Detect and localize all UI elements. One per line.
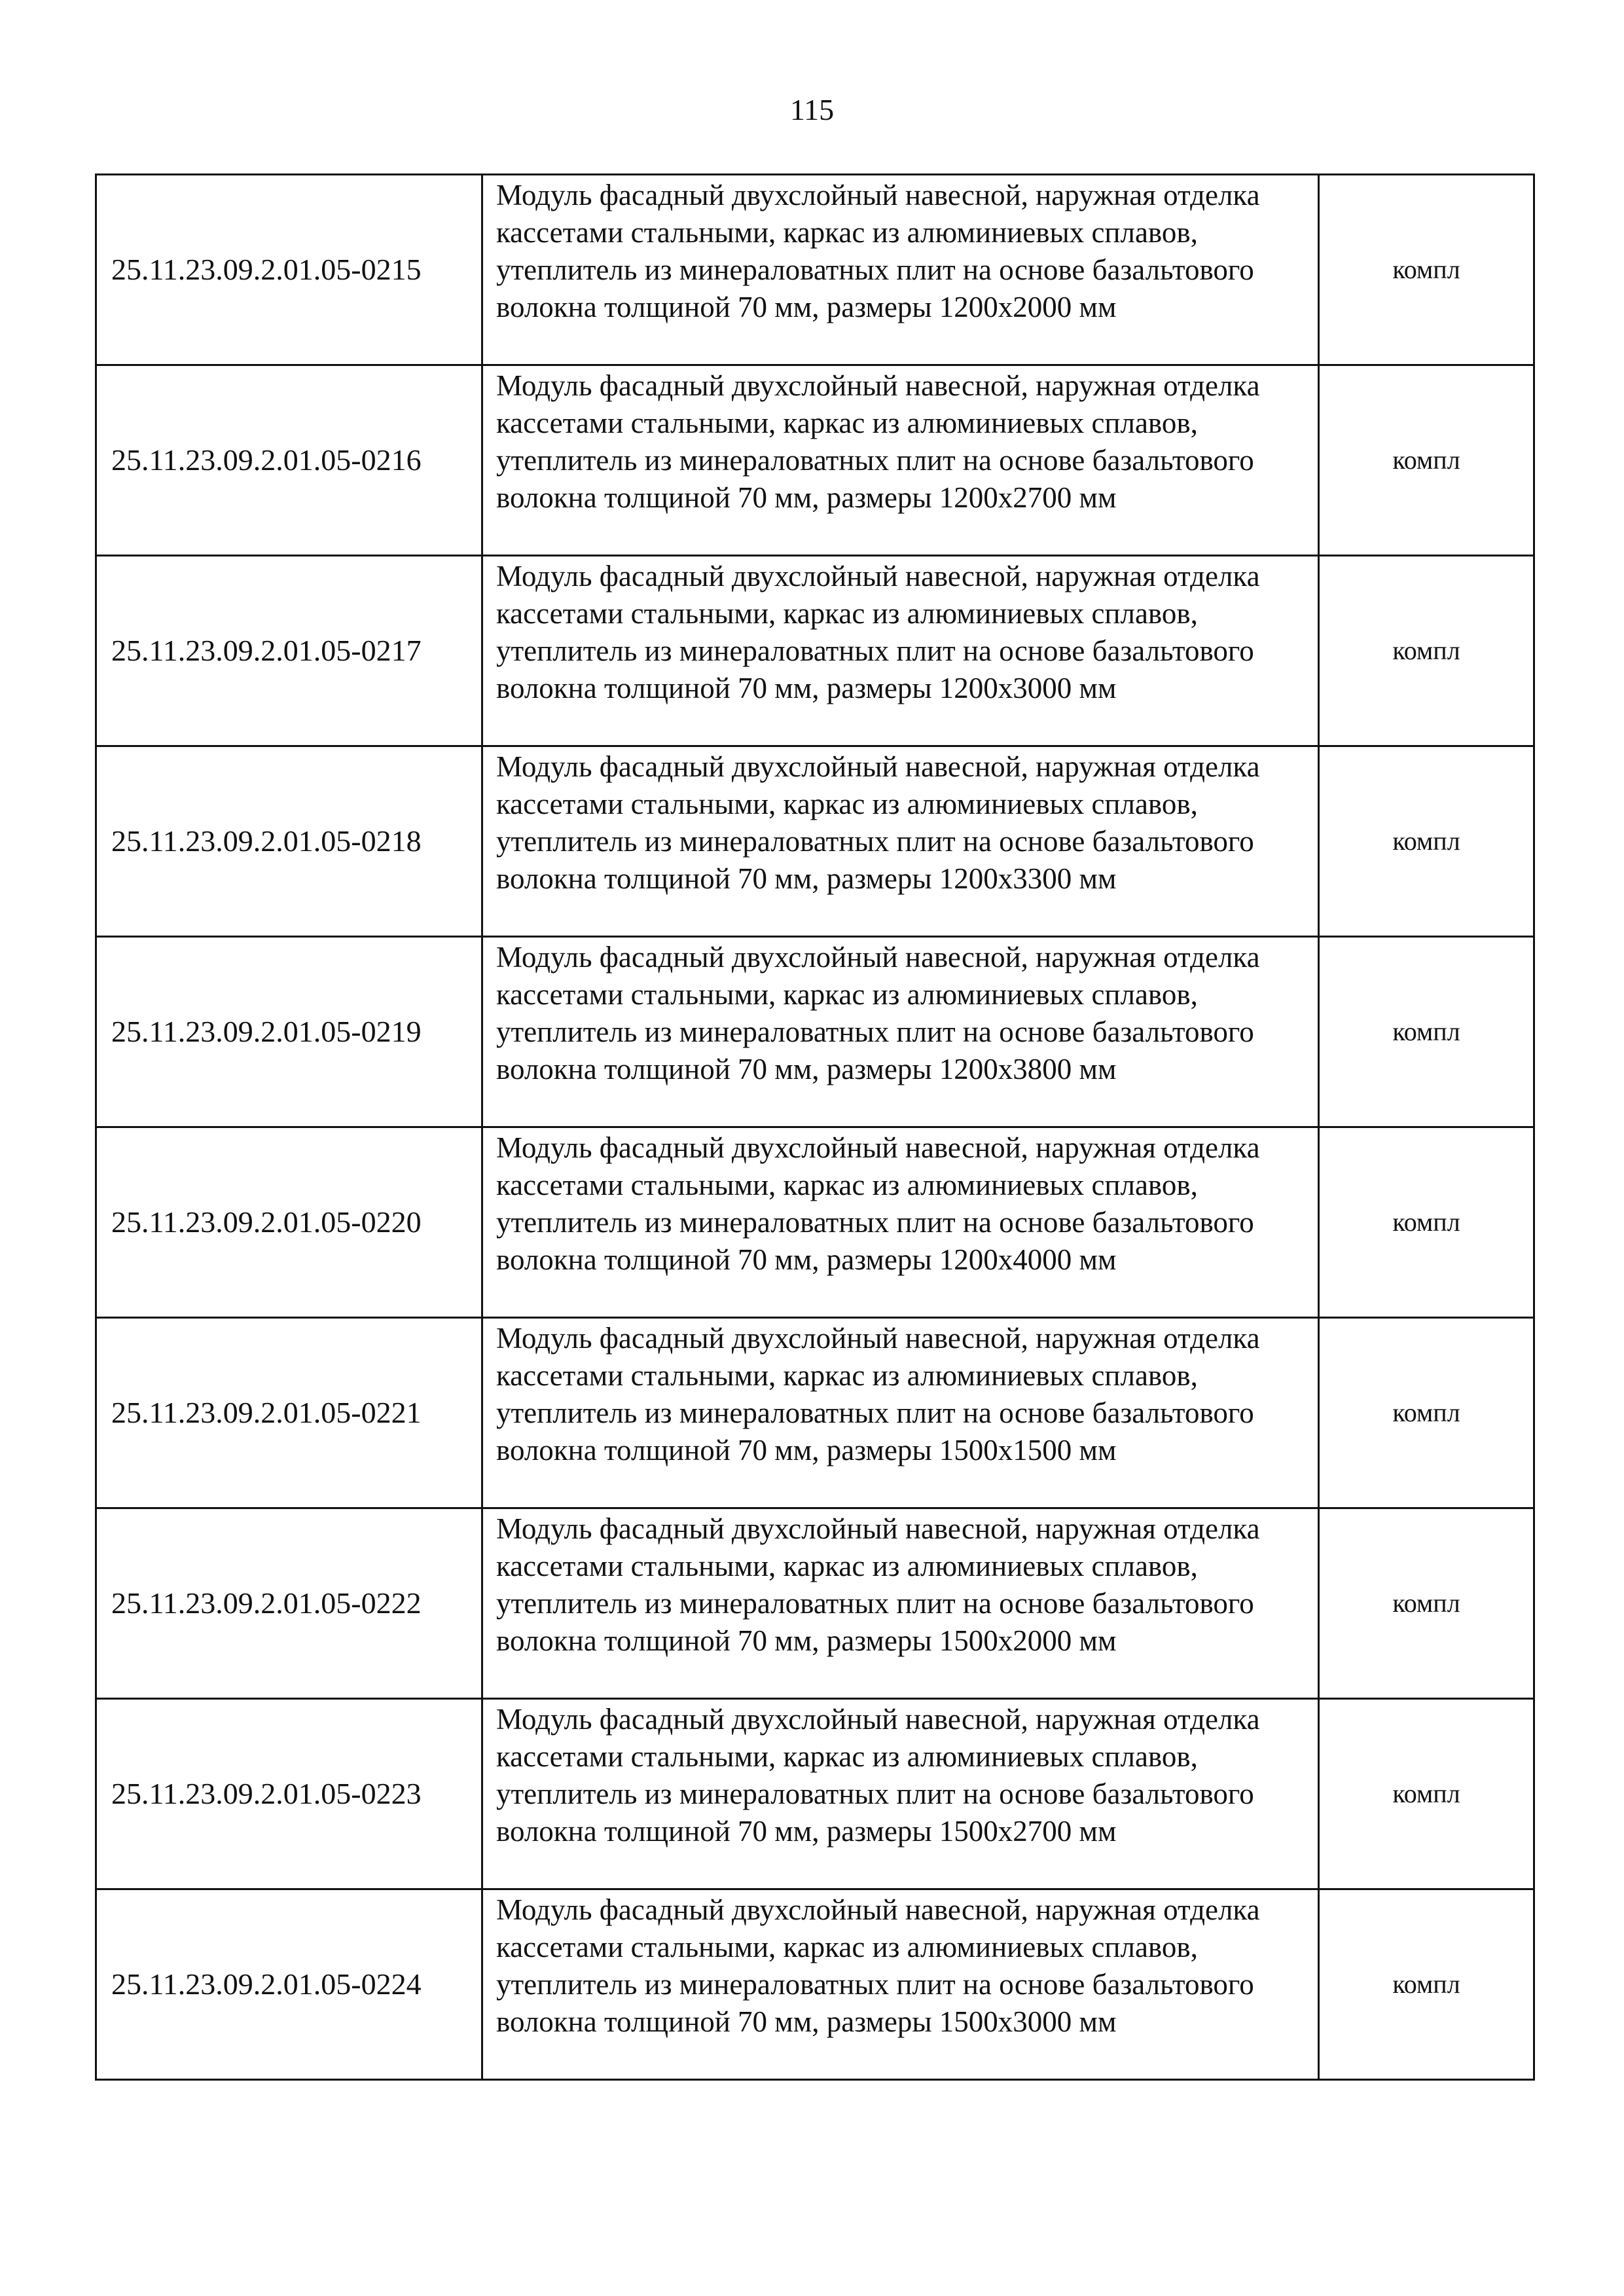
resource-code: 25.11.23.09.2.01.05-0215 bbox=[96, 175, 482, 365]
resource-code: 25.11.23.09.2.01.05-0219 bbox=[96, 937, 482, 1127]
resource-unit: компл bbox=[1319, 1318, 1534, 1508]
resource-table bbox=[95, 173, 1535, 2081]
resource-code: 25.11.23.09.2.01.05-0217 bbox=[96, 556, 482, 746]
resource-code: 25.11.23.09.2.01.05-0224 bbox=[96, 1889, 482, 2080]
resource-unit: компл bbox=[1319, 937, 1534, 1127]
resource-code: 25.11.23.09.2.01.05-0218 bbox=[96, 746, 482, 937]
resource-description: Модуль фасадный двухслойный навесной, наружная отделка кассетами стальными, каркас из алюминиевых сплавов, утеплитель из минераловатных плит на основе базальтового волокна толщиной 70 мм, размеры 1500х2000 мм bbox=[482, 1508, 1319, 1699]
table-row bbox=[96, 937, 1534, 1127]
table-row bbox=[96, 365, 1534, 556]
resource-description: Модуль фасадный двухслойный навесной, наружная отделка кассетами стальными, каркас из алюминиевых сплавов, утеплитель из минераловатных плит на основе базальтового волокна толщиной 70 мм, размеры 1200х3000 мм bbox=[482, 556, 1319, 746]
resource-unit: компл bbox=[1319, 1508, 1534, 1699]
resource-code: 25.11.23.09.2.01.05-0220 bbox=[96, 1127, 482, 1318]
resource-description: Модуль фасадный двухслойный навесной, наружная отделка кассетами стальными, каркас из алюминиевых сплавов, утеплитель из минераловатных плит на основе базальтового волокна толщиной 70 мм, размеры 1200х4000 мм bbox=[482, 1127, 1319, 1318]
resource-description: Модуль фасадный двухслойный навесной, наружная отделка кассетами стальными, каркас из алюминиевых сплавов, утеплитель из минераловатных плит на основе базальтового волокна толщиной 70 мм, размеры 1500х3000 мм bbox=[482, 1889, 1319, 2080]
resource-description: Модуль фасадный двухслойный навесной, наружная отделка кассетами стальными, каркас из алюминиевых сплавов, утеплитель из минераловатных плит на основе базальтового волокна толщиной 70 мм, размеры 1200х3800 мм bbox=[482, 937, 1319, 1127]
resource-description: Модуль фасадный двухслойный навесной, наружная отделка кассетами стальными, каркас из алюминиевых сплавов, утеплитель из минераловатных плит на основе базальтового волокна толщиной 70 мм, размеры 1200х2700 мм bbox=[482, 365, 1319, 556]
resource-description: Модуль фасадный двухслойный навесной, наружная отделка кассетами стальными, каркас из алюминиевых сплавов, утеплитель из минераловатных плит на основе базальтового волокна толщиной 70 мм, размеры 1500х1500 мм bbox=[482, 1318, 1319, 1508]
table-row bbox=[96, 175, 1534, 365]
resource-unit: компл bbox=[1319, 175, 1534, 365]
table-row bbox=[96, 1127, 1534, 1318]
resource-description: Модуль фасадный двухслойный навесной, наружная отделка кассетами стальными, каркас из алюминиевых сплавов, утеплитель из минераловатных плит на основе базальтового волокна толщиной 70 мм, размеры 1500х2700 мм bbox=[482, 1699, 1319, 1889]
resource-unit: компл bbox=[1319, 365, 1534, 556]
resource-description: Модуль фасадный двухслойный навесной, наружная отделка кассетами стальными, каркас из алюминиевых сплавов, утеплитель из минераловатных плит на основе базальтового волокна толщиной 70 мм, размеры 1200х2000 мм bbox=[482, 175, 1319, 365]
table-row bbox=[96, 1889, 1534, 2080]
resource-code: 25.11.23.09.2.01.05-0223 bbox=[96, 1699, 482, 1889]
table-row bbox=[96, 1699, 1534, 1889]
page-number: 115 bbox=[789, 93, 835, 126]
table-row bbox=[96, 746, 1534, 937]
resource-description: Модуль фасадный двухслойный навесной, наружная отделка кассетами стальными, каркас из алюминиевых сплавов, утеплитель из минераловатных плит на основе базальтового волокна толщиной 70 мм, размеры 1200х3300 мм bbox=[482, 746, 1319, 937]
resource-code: 25.11.23.09.2.01.05-0216 bbox=[96, 365, 482, 556]
table-row bbox=[96, 1318, 1534, 1508]
resource-code: 25.11.23.09.2.01.05-0222 bbox=[96, 1508, 482, 1699]
table-row bbox=[96, 1508, 1534, 1699]
resource-unit: компл bbox=[1319, 1699, 1534, 1889]
resource-unit: компл bbox=[1319, 556, 1534, 746]
table-row bbox=[96, 556, 1534, 746]
resource-unit: компл bbox=[1319, 746, 1534, 937]
resource-unit: компл bbox=[1319, 1127, 1534, 1318]
resource-unit: компл bbox=[1319, 1889, 1534, 2080]
resource-code: 25.11.23.09.2.01.05-0221 bbox=[96, 1318, 482, 1508]
